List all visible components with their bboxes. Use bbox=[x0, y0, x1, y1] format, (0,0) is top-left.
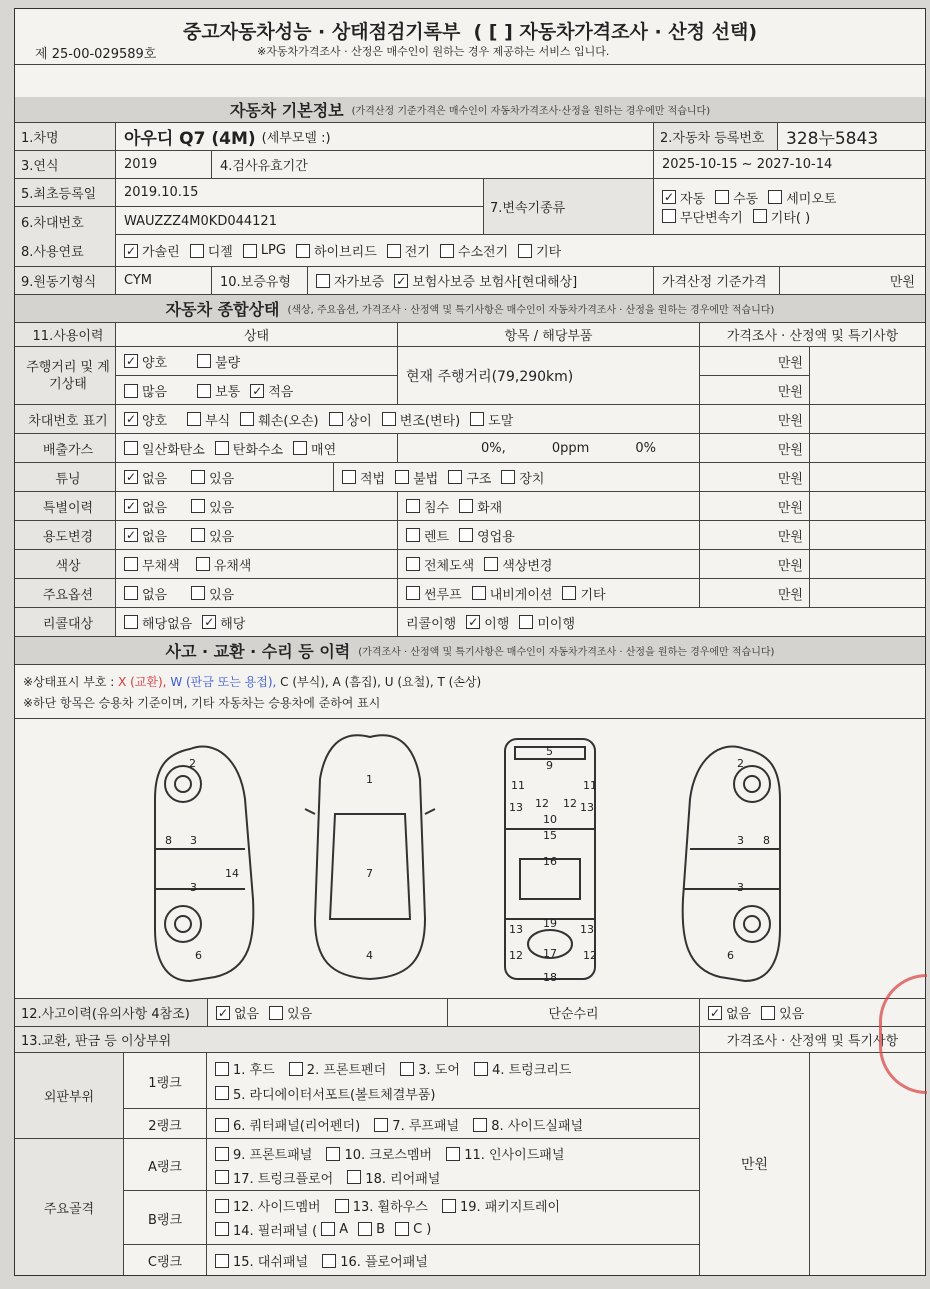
tuning-none-checkbox[interactable]: ✓ 없음 bbox=[125, 470, 168, 487]
warranty-options bbox=[307, 267, 653, 294]
fuel-hydrogen-checkbox[interactable]: 수소전기 bbox=[440, 241, 508, 260]
document-number: 제 25-00-029589호 bbox=[35, 47, 157, 62]
col-status: 상태 bbox=[115, 323, 397, 346]
trans-manual-checkbox[interactable]: 수동 bbox=[715, 188, 758, 207]
vin-number: WAUZZZ4M0KD044121 bbox=[115, 207, 483, 235]
car-name: 아우디 Q7 (4M) bbox=[124, 129, 256, 149]
warranty-insurer-checkbox[interactable]: ✓ 보험사보증 보험사[현대해상] bbox=[396, 273, 578, 290]
car-name-label: 1.차명 bbox=[15, 123, 115, 150]
special-price-unit: 만원 bbox=[699, 492, 809, 520]
pillar-b-checkbox[interactable]: B bbox=[358, 1222, 385, 1237]
color-options bbox=[115, 550, 397, 578]
emission-co-value: 0%, bbox=[481, 440, 506, 456]
rank2-row bbox=[123, 1109, 699, 1139]
part-number-label: 2 bbox=[189, 757, 196, 770]
rankC-label: C랭크 bbox=[147, 1254, 183, 1270]
first-reg-label: 5.최초등록일 bbox=[15, 179, 115, 207]
emission-hc-value: 0ppm bbox=[551, 440, 590, 456]
fuel-other-checkbox[interactable]: 기타 bbox=[518, 241, 561, 260]
emission-co-checkbox[interactable]: 일산화탄소 bbox=[124, 439, 205, 458]
part-number-label: 13 bbox=[509, 801, 523, 814]
front-fender-checkbox[interactable]: 2. 프론트펜더 bbox=[289, 1059, 386, 1078]
header bbox=[15, 9, 925, 65]
row-car-name bbox=[15, 123, 925, 151]
accident-section-header bbox=[15, 637, 925, 665]
form-title: 중고자동차성능 · 상태점검기록부 bbox=[182, 21, 461, 43]
trans-other-checkbox[interactable]: 기타( ) bbox=[753, 207, 810, 226]
overall-section-title: 자동차 종합상태 bbox=[165, 300, 280, 319]
part-number-label: 4 bbox=[366, 949, 373, 962]
vin-good-checkbox[interactable]: ✓ 양호 bbox=[125, 412, 168, 429]
row-special bbox=[15, 492, 925, 521]
fuel-label: 8.사용연료 bbox=[15, 235, 115, 266]
rank2-label: 2랭크 bbox=[148, 1118, 182, 1134]
inspect-valid-label: 4.검사유효기간 bbox=[211, 151, 653, 178]
rankC-row bbox=[123, 1245, 699, 1275]
row-fuel bbox=[15, 235, 925, 267]
current-mileage: 현재 주행거리(79,290km) bbox=[397, 347, 699, 404]
parts-price-header: 가격조사 · 산정액 및 특기사항 bbox=[699, 1027, 925, 1052]
pillar-panel-label: 14. 필러패널 ( bbox=[233, 1223, 318, 1239]
parts-table bbox=[15, 1053, 699, 1275]
part-number-label: 8 bbox=[165, 834, 172, 847]
mileage-status-row2 bbox=[115, 376, 397, 405]
rank1-label: 1랭크 bbox=[148, 1075, 182, 1091]
check-icon: ✓ bbox=[125, 528, 137, 542]
simple-repair-label: 단순수리 bbox=[447, 999, 699, 1026]
year-label: 3.연식 bbox=[15, 151, 115, 178]
row-tuning bbox=[15, 463, 925, 492]
check-icon: ✓ bbox=[252, 383, 263, 398]
history-options bbox=[207, 999, 447, 1026]
fuel-hybrid-checkbox[interactable]: 하이브리드 bbox=[296, 241, 377, 260]
inside-panel-checkbox[interactable]: 11. 인사이드패널 bbox=[446, 1144, 564, 1163]
special-items bbox=[397, 492, 699, 520]
col-item: 항목 / 해당부품 bbox=[397, 323, 699, 346]
car-diagrams bbox=[15, 719, 923, 997]
trans-semi-checkbox[interactable]: 세미오토 bbox=[768, 188, 836, 207]
color-full-paint-checkbox[interactable]: 전체도색 bbox=[406, 555, 474, 574]
vin-smeared-checkbox[interactable]: 도말 bbox=[470, 410, 513, 429]
fuel-gasoline-checkbox[interactable]: ✓ 가솔린 bbox=[125, 243, 180, 260]
vin-label: 6.차대번호 bbox=[15, 207, 115, 235]
usage-options bbox=[115, 521, 397, 549]
special-yes-checkbox[interactable]: 있음 bbox=[191, 497, 234, 516]
reg-no-label: 2.자동차 등록번호 bbox=[653, 123, 777, 150]
row-engine bbox=[15, 267, 925, 295]
row-accident-history bbox=[15, 999, 925, 1027]
option-options bbox=[115, 579, 397, 607]
special-label: 특별이력 bbox=[15, 492, 115, 520]
basic-section-title: 자동차 기본정보 bbox=[229, 101, 344, 120]
special-options bbox=[115, 492, 397, 520]
pillar-a-checkbox[interactable]: A bbox=[321, 1222, 348, 1237]
mileage-label: 주행거리 및 계기상태 bbox=[15, 347, 115, 404]
option-yes-checkbox[interactable]: 있음 bbox=[191, 584, 234, 603]
row-emission bbox=[15, 434, 925, 463]
vin-mark-label: 차대번호 표기 bbox=[15, 405, 115, 433]
part-number-label: 8 bbox=[763, 834, 770, 847]
usage-items bbox=[397, 521, 699, 549]
fuel-lpg-checkbox[interactable]: LPG bbox=[243, 243, 286, 258]
usage-business-checkbox[interactable]: 영업용 bbox=[459, 526, 515, 545]
engine-label: 9.원동기형식 bbox=[15, 267, 115, 294]
front-panel-checkbox[interactable]: 9. 프론트패널 bbox=[215, 1144, 312, 1163]
part-number-label: 3 bbox=[190, 881, 197, 894]
part-number-label: 3 bbox=[737, 881, 744, 894]
option-items bbox=[397, 579, 699, 607]
legend-line: ※상태표시 부호 : X (교환), W (판금 또는 용접), C (부식), A (흠집), U (요철), T (손상) bbox=[23, 675, 482, 689]
check-icon: ✓ bbox=[396, 273, 407, 288]
tuning-label: 튜닝 bbox=[15, 463, 115, 491]
tuning-device-checkbox[interactable]: 장치 bbox=[501, 468, 544, 487]
tuning-price-unit: 만원 bbox=[699, 463, 809, 491]
recall-na-checkbox[interactable]: 해당없음 bbox=[124, 613, 192, 632]
row-year bbox=[15, 151, 925, 179]
tuning-yes-checkbox[interactable]: 있음 bbox=[191, 468, 234, 487]
vin-mark-price-unit: 만원 bbox=[699, 405, 809, 433]
fuel-options bbox=[115, 235, 925, 266]
check-icon: ✓ bbox=[204, 615, 215, 629]
emission-label: 배출가스 bbox=[15, 434, 115, 462]
rankB-row bbox=[123, 1191, 699, 1245]
quarter-panel-checkbox[interactable]: 6. 쿼터패널(리어펜더) bbox=[215, 1115, 360, 1134]
mileage-mid-checkbox[interactable]: 보통 bbox=[197, 381, 240, 400]
recall-applies-checkbox[interactable]: ✓ 해당 bbox=[204, 615, 246, 632]
part-number-label: 5 bbox=[546, 745, 553, 758]
warranty-label: 10.보증유형 bbox=[211, 267, 307, 294]
outer-panel-label: 외판부위 bbox=[15, 1053, 123, 1139]
overall-section-note: (색상, 주요옵션, 가격조사 · 산정액 및 특기사항은 매수인이 자동차가격조사 · 산정을 원하는 경우에만 적습니다) bbox=[287, 305, 775, 316]
color-label: 색상 bbox=[15, 550, 115, 578]
row-usage bbox=[15, 521, 925, 550]
trans-auto-checkbox[interactable]: ✓ 자동 bbox=[663, 190, 706, 207]
registration-number: 328누5843 bbox=[777, 123, 925, 150]
gauge-bad-checkbox[interactable]: 불량 bbox=[197, 352, 240, 371]
emission-options bbox=[115, 434, 397, 462]
color-items bbox=[397, 550, 699, 578]
part-number-label: 17 bbox=[543, 947, 557, 960]
special-flood-checkbox[interactable]: 침수 bbox=[406, 497, 449, 516]
option-navi-checkbox[interactable]: 내비게이션 bbox=[472, 584, 553, 603]
price-base-unit: 만원 bbox=[779, 267, 925, 294]
vin-corrosion-checkbox[interactable]: 부식 bbox=[187, 410, 230, 429]
option-price-unit: 만원 bbox=[699, 579, 809, 607]
part-number-label: 12 bbox=[535, 797, 549, 810]
cross-member-checkbox[interactable]: 10. 크로스멤버 bbox=[326, 1144, 432, 1163]
part-number-label: 10 bbox=[543, 813, 557, 826]
service-note: ※자동차가격조사 · 산정은 매수인이 원하는 경우 제공하는 서비스 입니다. bbox=[257, 45, 610, 58]
part-number-label: 12 bbox=[563, 797, 577, 810]
model-year: 2019 bbox=[115, 151, 211, 178]
legend-area bbox=[15, 665, 925, 719]
usage-label: 용도변경 bbox=[15, 521, 115, 549]
part-number-label: 13 bbox=[509, 923, 523, 936]
warranty-self-checkbox[interactable]: 자가보증 bbox=[316, 271, 384, 290]
emission-price-unit: 만원 bbox=[699, 434, 809, 462]
row-mileage bbox=[15, 347, 925, 405]
mileage-low-checkbox[interactable]: ✓ 적음 bbox=[252, 383, 294, 400]
pillar-panel-checkbox[interactable] bbox=[215, 1222, 229, 1236]
row-parts-header bbox=[15, 1027, 925, 1053]
color-price-unit: 만원 bbox=[699, 550, 809, 578]
col-price: 가격조사 · 산정액 및 특기사항 bbox=[699, 323, 925, 346]
roof-panel-checkbox[interactable]: 7. 루프패널 bbox=[374, 1115, 459, 1134]
emission-hc-checkbox[interactable]: 탄화수소 bbox=[215, 439, 283, 458]
tuning-legal-checkbox[interactable]: 적법 bbox=[342, 468, 385, 487]
vin-mark-options bbox=[115, 405, 699, 433]
part-number-label: 3 bbox=[737, 834, 744, 847]
rank1-row bbox=[123, 1053, 699, 1109]
parts-price-unit: 만원 bbox=[699, 1053, 809, 1275]
usage-none-checkbox[interactable]: ✓ 없음 bbox=[125, 528, 168, 545]
legend-exchange: X (교환), bbox=[118, 675, 171, 689]
col-usage-history: 11.사용이력 bbox=[15, 323, 115, 346]
recall-do-options bbox=[397, 608, 925, 636]
history-yes-checkbox[interactable]: 있음 bbox=[269, 1003, 312, 1022]
color-chromatic-checkbox[interactable]: 유채색 bbox=[196, 555, 252, 574]
usage-rent-checkbox[interactable]: 렌트 bbox=[406, 526, 449, 545]
check-icon: ✓ bbox=[125, 499, 137, 513]
part-number-label: 6 bbox=[727, 949, 734, 962]
recall-done-checkbox[interactable]: ✓ 이행 bbox=[468, 615, 510, 632]
row-first-reg bbox=[15, 179, 925, 235]
price-select-bracket: ( [ ] 자동차가격조사 · 산정 선택) bbox=[473, 21, 758, 43]
part-number-label: 12 bbox=[509, 949, 523, 962]
parts-label: 13.교환, 판금 등 이상부위 bbox=[15, 1027, 699, 1052]
radiator-support-checkbox[interactable]: 5. 라디에이터서포트(볼트체결부품) bbox=[215, 1084, 436, 1103]
gauge-good-checkbox[interactable]: ✓ 양호 bbox=[125, 354, 168, 371]
rankA-row bbox=[123, 1139, 699, 1191]
color-achromatic-checkbox[interactable]: 무채색 bbox=[124, 555, 180, 574]
row-recall bbox=[15, 608, 925, 637]
history-label: 12.사고이력(유의사항 4참조) bbox=[15, 999, 207, 1026]
recall-label: 리콜대상 bbox=[15, 608, 115, 636]
simple-yes-checkbox[interactable]: 있음 bbox=[761, 1003, 804, 1022]
side-sill-checkbox[interactable]: 8. 사이드실패널 bbox=[473, 1115, 583, 1134]
mileage-status-row1 bbox=[115, 347, 397, 376]
fuel-diesel-checkbox[interactable]: 디젤 bbox=[190, 241, 233, 260]
side-member-checkbox[interactable]: 12. 사이드멤버 bbox=[215, 1196, 321, 1215]
part-number-label: 6 bbox=[195, 949, 202, 962]
usage-price-unit: 만원 bbox=[699, 521, 809, 549]
check-icon: ✓ bbox=[125, 243, 137, 258]
emission-smoke-value: 0% bbox=[635, 440, 656, 456]
overall-table-header bbox=[15, 323, 925, 347]
trunk-lid-checkbox[interactable]: 4. 트렁크리드 bbox=[474, 1059, 571, 1078]
part-number-label: 12 bbox=[583, 949, 597, 962]
first-registration-date: 2019.10.15 bbox=[115, 179, 483, 207]
basic-section-header bbox=[15, 97, 925, 123]
part-number-label: 15 bbox=[543, 829, 557, 842]
check-icon: ✓ bbox=[125, 354, 137, 368]
basic-section-note: (가격산정 기준가격은 매수인이 자동차가격조사·산정을 원하는 경우에만 적습니다) bbox=[351, 106, 711, 117]
door-checkbox[interactable]: 3. 도어 bbox=[400, 1059, 460, 1078]
option-sunroof-checkbox[interactable]: 썬루프 bbox=[406, 584, 462, 603]
wheel-house-checkbox[interactable]: 13. 휠하우스 bbox=[335, 1196, 428, 1215]
option-none-checkbox[interactable]: 없음 bbox=[124, 584, 167, 603]
overall-section-header bbox=[15, 295, 925, 323]
hood-checkbox[interactable]: 1. 후드 bbox=[215, 1059, 275, 1078]
vin-mismatch-checkbox[interactable]: 상이 bbox=[329, 410, 372, 429]
tuning-items bbox=[333, 463, 699, 491]
option-other-checkbox[interactable]: 기타 bbox=[562, 584, 605, 603]
recall-options bbox=[115, 608, 397, 636]
part-number-label: 2 bbox=[737, 757, 744, 770]
emission-values bbox=[397, 434, 699, 462]
transmission-options bbox=[653, 179, 925, 234]
check-icon: ✓ bbox=[125, 470, 137, 484]
transmission-label: 7.변속기종류 bbox=[483, 179, 653, 234]
special-fire-checkbox[interactable]: 화재 bbox=[459, 497, 502, 516]
emission-smoke-checkbox[interactable]: 매연 bbox=[293, 439, 336, 458]
check-icon: ✓ bbox=[709, 1005, 721, 1020]
tuning-illegal-checkbox[interactable]: 불법 bbox=[395, 468, 438, 487]
tuning-structure-checkbox[interactable]: 구조 bbox=[448, 468, 491, 487]
part-number-label: 16 bbox=[543, 855, 557, 868]
mileage-price-unit-1: 만원 bbox=[699, 347, 809, 376]
usage-yes-checkbox[interactable]: 있음 bbox=[191, 526, 234, 545]
main-frame-label: 주요골격 bbox=[15, 1139, 123, 1275]
legend-weld: W (판금 또는 용접), bbox=[170, 675, 281, 689]
simple-none-checkbox[interactable]: ✓ 없음 bbox=[709, 1005, 752, 1022]
package-tray-checkbox[interactable]: 19. 패키지트레이 bbox=[442, 1196, 560, 1215]
rankA-label: A랭크 bbox=[147, 1159, 182, 1175]
part-number-label: 13 bbox=[580, 923, 594, 936]
car-diagram-area bbox=[15, 719, 925, 999]
mileage-high-checkbox[interactable]: 많음 bbox=[124, 381, 167, 400]
engine-type: CYM bbox=[115, 267, 211, 294]
trunk-floor-checkbox[interactable]: 17. 트렁크플로어 bbox=[215, 1168, 333, 1187]
car-top-diagram bbox=[305, 735, 435, 979]
part-number-label: 19 bbox=[543, 917, 557, 930]
floor-panel-checkbox[interactable]: 16. 플로어패널 bbox=[322, 1251, 428, 1270]
accident-section-title: 사고 · 교환 · 수리 등 이력 bbox=[165, 642, 351, 661]
inspect-valid-period: 2025-10-15 ~ 2027-10-14 bbox=[653, 151, 925, 178]
price-base-label: 가격산정 기준가격 bbox=[653, 267, 779, 294]
dash-panel-checkbox[interactable]: 15. 대쉬패널 bbox=[215, 1251, 308, 1270]
inspection-record-sheet bbox=[14, 8, 926, 1276]
recall-do-label: 리콜이행 bbox=[406, 616, 457, 632]
check-icon: ✓ bbox=[217, 1005, 229, 1020]
part-number-label: 13 bbox=[580, 801, 594, 814]
row-option bbox=[15, 579, 925, 608]
trans-cvt-checkbox[interactable]: 무단변속기 bbox=[662, 207, 743, 226]
part-number-label: 7 bbox=[366, 867, 373, 880]
mileage-price-unit-2: 만원 bbox=[699, 376, 809, 405]
recall-not-done-checkbox[interactable]: 미이행 bbox=[519, 613, 575, 632]
vin-damage-checkbox[interactable]: 훼손(오손) bbox=[240, 410, 318, 429]
fuel-electric-checkbox[interactable]: 전기 bbox=[387, 241, 430, 260]
car-side-left-diagram bbox=[155, 746, 253, 981]
part-number-label: 9 bbox=[546, 759, 553, 772]
special-none-checkbox[interactable]: ✓ 없음 bbox=[125, 499, 168, 516]
row-color bbox=[15, 550, 925, 579]
part-number-label: 3 bbox=[190, 834, 197, 847]
pillar-c-checkbox[interactable]: C ) bbox=[395, 1222, 431, 1237]
legend-note2: ※하단 항목은 승용차 기준이며, 기타 자동차는 승용차에 준하여 표시 bbox=[23, 696, 381, 710]
color-change-checkbox[interactable]: 색상변경 bbox=[484, 555, 552, 574]
part-number-label: 11 bbox=[511, 779, 525, 792]
row-vin-mark bbox=[15, 405, 925, 434]
option-label: 주요옵션 bbox=[15, 579, 115, 607]
check-icon: ✓ bbox=[663, 190, 675, 204]
rankB-label: B랭크 bbox=[147, 1212, 183, 1228]
part-number-label: 14 bbox=[225, 867, 239, 880]
vin-altered-checkbox[interactable]: 변조(변타) bbox=[382, 410, 460, 429]
history-none-checkbox[interactable]: ✓ 없음 bbox=[217, 1005, 260, 1022]
check-icon: ✓ bbox=[125, 412, 137, 426]
part-number-label: 18 bbox=[543, 971, 557, 984]
tuning-options bbox=[115, 463, 333, 491]
car-detail-model: (세부모델 :) bbox=[261, 131, 331, 146]
part-number-label: 1 bbox=[366, 773, 373, 786]
accident-section-note: (가격조사 · 산정액 및 특기사항은 매수인이 자동차가격조사 · 산정을 원하는 경우에만 적습니다) bbox=[358, 647, 775, 658]
rear-panel-checkbox[interactable]: 18. 리어패널 bbox=[347, 1168, 440, 1187]
part-number-label: 11 bbox=[583, 779, 597, 792]
check-icon: ✓ bbox=[468, 615, 479, 629]
car-side-right-diagram bbox=[683, 746, 780, 981]
